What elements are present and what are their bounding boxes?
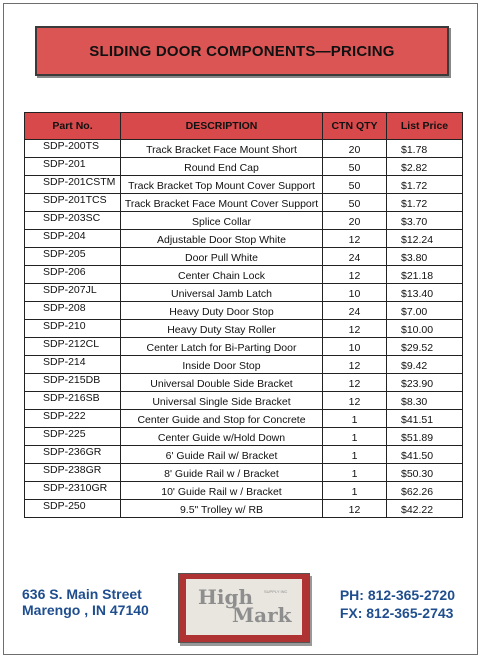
part-number-cell: SDP-207JL [25,284,121,302]
list-price-cell: $3.70 [387,212,463,230]
description-cell: 9.5" Trolley w/ RB [121,500,323,518]
description-cell: Track Bracket Face Mount Short [121,140,323,158]
list-price-cell: $9.42 [387,356,463,374]
description-cell: 6' Guide Rail w/ Bracket [121,446,323,464]
logo-supply-text: SUPPLY INC [264,589,288,594]
list-price-cell: $1.78 [387,140,463,158]
table-row [25,302,463,320]
description-cell: Splice Collar [121,212,323,230]
highmark-logo [178,573,310,643]
part-number-cell: SDP-210 [25,320,121,338]
part-number-cell: SDP-222 [25,410,121,428]
part-number-cell: SDP-238GR [25,464,121,482]
part-number-cell: SDP-201 [25,158,121,176]
list-price-cell: $42.22 [387,500,463,518]
table-row [25,248,463,266]
fax-number: FX: 812-365-2743 [339,605,454,621]
table-row [25,356,463,374]
ctn-qty-cell: 1 [323,428,387,446]
ctn-qty-cell: 24 [323,248,387,266]
description-cell: Center Latch for Bi-Parting Door [121,338,323,356]
description-cell: Universal Jamb Latch [121,284,323,302]
part-number-cell: SDP-212CL [25,338,121,356]
table-row [25,158,463,176]
list-price-cell: $51.89 [387,428,463,446]
description-cell: Track Bracket Face Mount Cover Support [121,194,323,212]
logo-word-mark: Mark [232,603,292,627]
table-row [25,320,463,338]
part-number-cell: SDP-208 [25,302,121,320]
ctn-qty-cell: 12 [323,266,387,284]
part-number-cell: SDP-250 [25,500,121,518]
table-row [25,374,463,392]
list-price-cell: $21.18 [387,266,463,284]
table-row [25,140,463,158]
pricing-table [24,112,463,518]
company-contact [340,586,455,622]
address-street: 636 S. Main Street [22,586,142,602]
description-cell: Center Guide w/Hold Down [121,428,323,446]
ctn-qty-cell: 50 [323,194,387,212]
part-number-cell: SDP-236GR [25,446,121,464]
list-price-cell: $50.30 [387,464,463,482]
table-header-row [25,113,463,140]
part-number-cell: SDP-214 [25,356,121,374]
list-price-cell: $10.00 [387,320,463,338]
table-row [25,464,463,482]
table-row [25,230,463,248]
description-cell: Track Bracket Top Mount Cover Support [121,176,323,194]
table-row [25,446,463,464]
table-row [25,194,463,212]
ctn-qty-cell: 12 [323,356,387,374]
ctn-qty-cell: 1 [323,410,387,428]
list-price-cell: $12.24 [387,230,463,248]
part-number-cell: SDP-200TS [25,140,121,158]
description-cell: Inside Door Stop [121,356,323,374]
table-body [25,140,463,518]
company-address [22,586,149,618]
header-list-price: List Price [387,113,463,140]
list-price-cell: $7.00 [387,302,463,320]
page-title: SLIDING DOOR COMPONENTS—PRICING [89,42,395,60]
table-row [25,500,463,518]
ctn-qty-cell: 12 [323,230,387,248]
ctn-qty-cell: 10 [323,284,387,302]
ctn-qty-cell: 1 [323,482,387,500]
description-cell: Center Chain Lock [121,266,323,284]
part-number-cell: SDP-216SB [25,392,121,410]
phone-number: PH: 812-365-2720 [339,587,455,603]
ctn-qty-cell: 1 [323,446,387,464]
list-price-cell: $2.82 [387,158,463,176]
part-number-cell: SDP-206 [25,266,121,284]
list-price-cell: $1.72 [387,176,463,194]
ctn-qty-cell: 12 [323,374,387,392]
list-price-cell: $23.90 [387,374,463,392]
description-cell: Adjustable Door Stop White [121,230,323,248]
table-row [25,410,463,428]
part-number-cell: SDP-203SC [25,212,121,230]
table-row [25,284,463,302]
description-cell: Heavy Duty Door Stop [121,302,323,320]
header-part-no: Part No. [25,113,121,140]
logo-plate [186,579,302,635]
part-number-cell: SDP-215DB [25,374,121,392]
description-cell: 10' Guide Rail w / Bracket [121,482,323,500]
ctn-qty-cell: 12 [323,392,387,410]
list-price-cell: $41.51 [387,410,463,428]
list-price-cell: $29.52 [387,338,463,356]
ctn-qty-cell: 12 [323,320,387,338]
table-row [25,392,463,410]
ctn-qty-cell: 24 [323,302,387,320]
description-cell: Round End Cap [121,158,323,176]
ctn-qty-cell: 10 [323,338,387,356]
table-row [25,176,463,194]
list-price-cell: $3.80 [387,248,463,266]
table-row [25,212,463,230]
table-row [25,266,463,284]
ctn-qty-cell: 50 [323,158,387,176]
logo-word-high: High [198,585,254,609]
part-number-cell: SDP-201TCS [25,194,121,212]
table-row [25,428,463,446]
part-number-cell: SDP-2310GR [25,482,121,500]
ctn-qty-cell: 20 [323,140,387,158]
list-price-cell: $41.50 [387,446,463,464]
header-description: DESCRIPTION [121,113,323,140]
price-sheet-page [3,3,478,655]
list-price-cell: $8.30 [387,392,463,410]
list-price-cell: $62.26 [387,482,463,500]
table-row [25,482,463,500]
table-row [25,338,463,356]
ctn-qty-cell: 1 [323,464,387,482]
part-number-cell: SDP-205 [25,248,121,266]
description-cell: Universal Double Side Bracket [121,374,323,392]
description-cell: Door Pull White [121,248,323,266]
part-number-cell: SDP-201CSTM [25,176,121,194]
part-number-cell: SDP-225 [25,428,121,446]
description-cell: 8' Guide Rail w / Bracket [121,464,323,482]
description-cell: Heavy Duty Stay Roller [121,320,323,338]
ctn-qty-cell: 50 [323,176,387,194]
ctn-qty-cell: 12 [323,500,387,518]
description-cell: Center Guide and Stop for Concrete [121,410,323,428]
title-banner [35,26,449,76]
header-ctn-qty: CTN QTY [323,113,387,140]
part-number-cell: SDP-204 [25,230,121,248]
list-price-cell: $1.72 [387,194,463,212]
description-cell: Universal Single Side Bracket [121,392,323,410]
ctn-qty-cell: 20 [323,212,387,230]
address-city: Marengo , IN 47140 [22,602,149,618]
list-price-cell: $13.40 [387,284,463,302]
